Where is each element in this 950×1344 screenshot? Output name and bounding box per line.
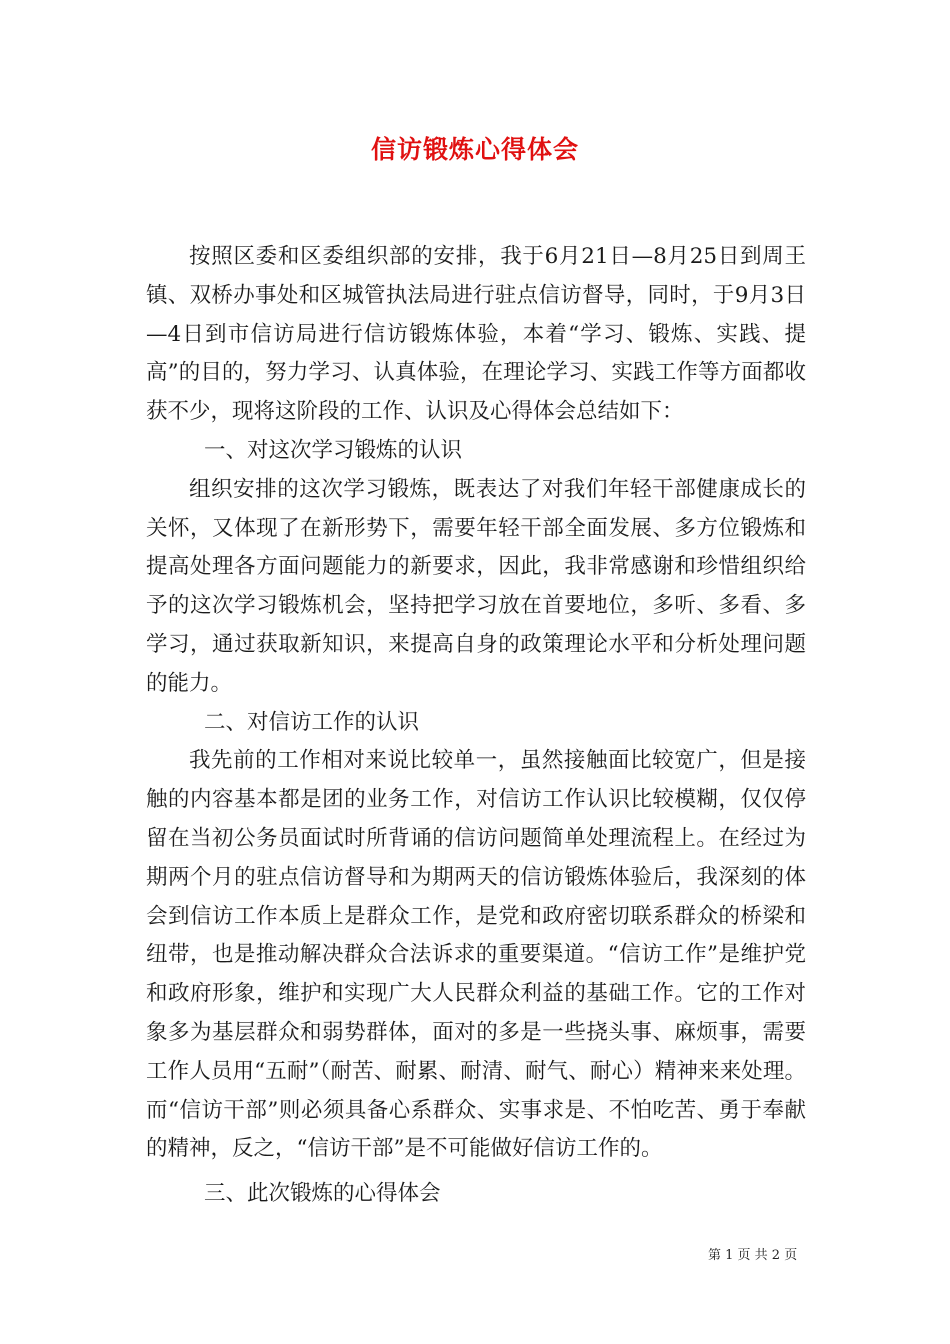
document-body: [146, 238, 806, 1214]
document-title: 信访锻炼心得体会: [370, 135, 579, 164]
section-heading-2: 二、对信访工作的认识: [204, 709, 420, 735]
section-2-paragraph: 我先前的工作相对来说比较单一，虽然接触面比较宽广，但是接触的内容基本都是团的业务工作，对信访工作认识比较模糊，仅仅停留在当初公务员面试时所背诵的信访问题简单处理流程上。在经过为期两个月的驻点信访督导和为期两天的信访锻炼体验后，我深刻的体会到信访工作本质上是群众工作，是党和政府密切联系群众的桥梁和纽带，也是推动解决群众合法诉求的重要渠道。“信访工作”是维护党和政府形象，维护和实现广大人民群众利益的基础工作。它的工作对象多为基层群众和弱势群体，面对的多是一些挠头事、麻烦事，需要工作人员用“五耐”（耐苦、耐累、耐清、耐气、耐心）精神来来处理。而“信访干部”则必须具备心系群众、实事求是、不怕吃苦、勇于奉献的精神，反之，“信访干部”是不可能做好信访工作的。: [146, 748, 806, 1162]
section-1-paragraph: 组织安排的这次学习锻炼，既表达了对我们年轻干部健康成长的关怀，又体现了在新形势下，需要年轻干部全面发展、多方位锻炼和提高处理各方面问题能力的新要求，因此，我非常感谢和珍惜组织给予的这次学习锻炼机会，坚持把学习放在首要地位，多听、多看、多学习，通过获取新知识，来提高自身的政策理论水平和分析处理问题的能力。: [146, 476, 806, 696]
intro-paragraph: 按照区委和区委组织部的安排，我于6月21日—8月25日到周王镇、双桥办事处和区城管执法局进行驻点信访督导，同时，于9月3日—4日到市信访局进行信访锻炼体验，本着“学习、锻炼、实践、提高”的目的，努力学习、认真体验，在理论学习、实践工作等方面都收获不少，现将这阶段的工作、认识及心得体会总结如下：: [146, 244, 806, 425]
section-heading-1: 一、对这次学习锻炼的认识: [204, 437, 463, 463]
page-number-footer: 第 1 页 共 2 页: [708, 1248, 798, 1263]
section-heading-3: 三、此次锻炼的心得体会: [204, 1181, 441, 1207]
